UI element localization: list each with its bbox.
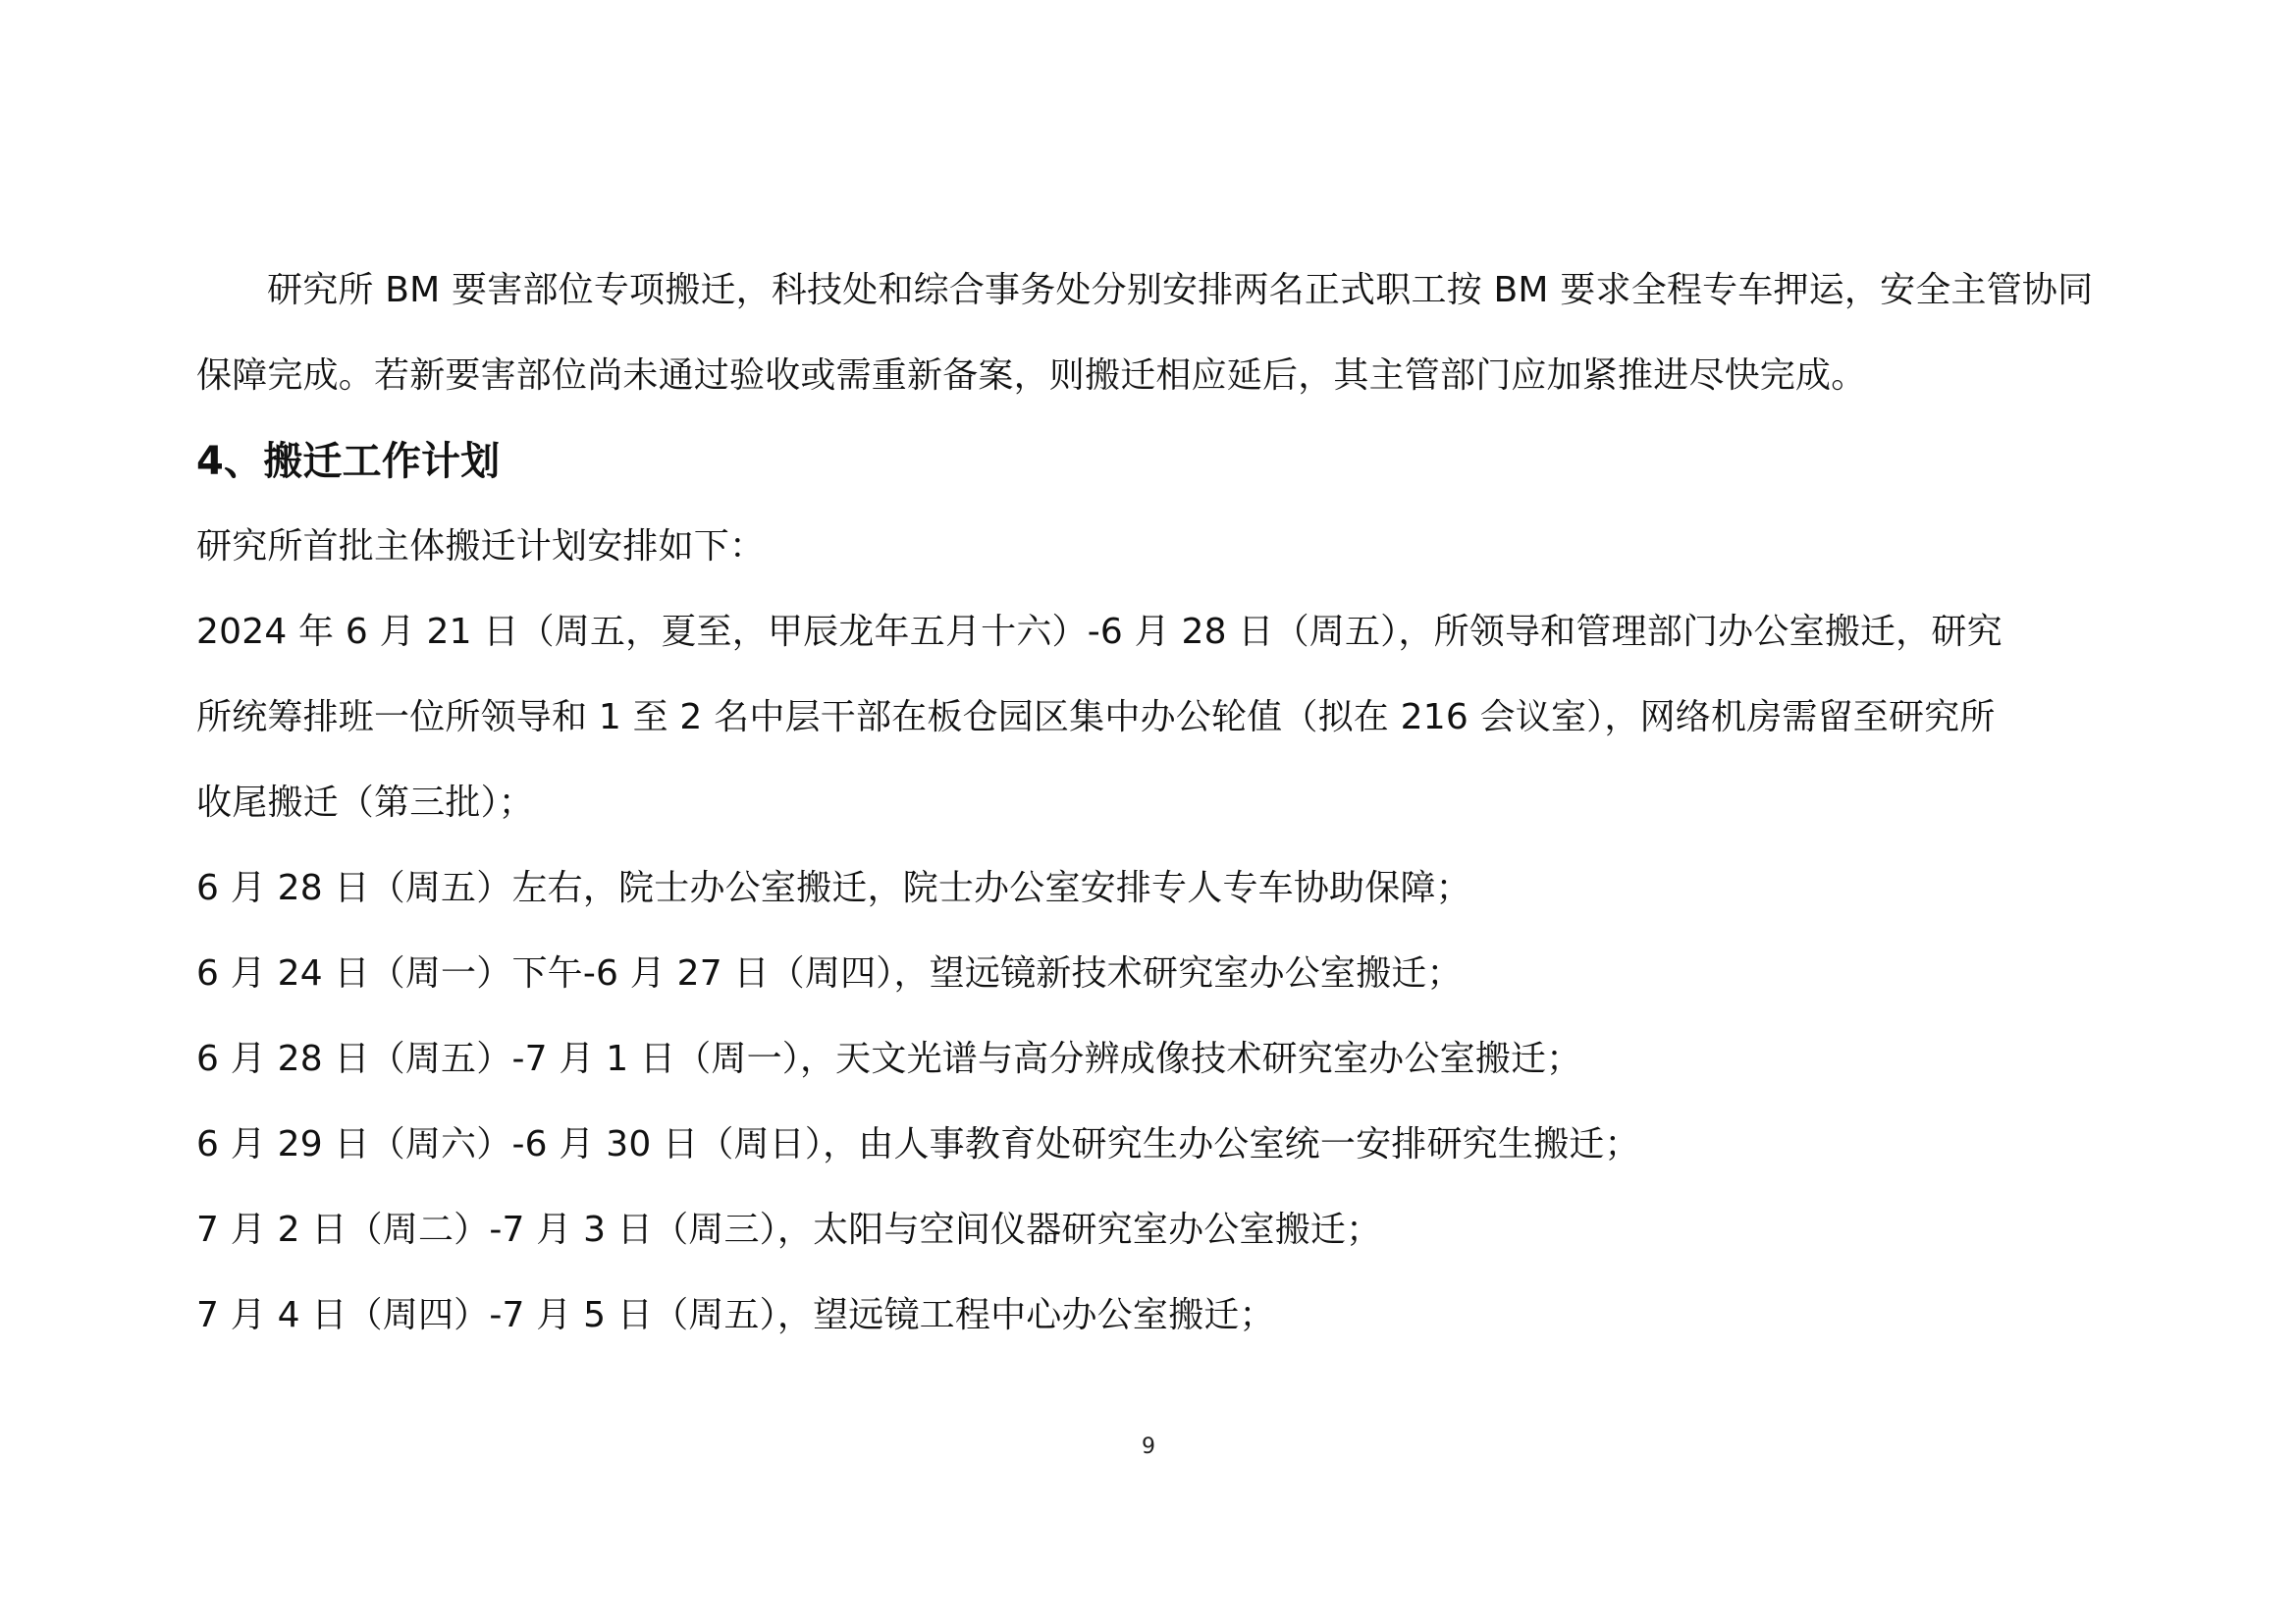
intro-text: 研究所首批主体搬迁计划安排如下： <box>196 526 766 567</box>
schedule-item: 7 月 2 日（周二）-7 月 3 日（周三），太阳与空间仪器研究室办公室搬迁； <box>196 1210 1382 1250</box>
schedule-item-line: 收尾搬迁（第三批）； <box>196 783 535 823</box>
schedule-item: 6 月 28 日（周五）左右，院士办公室搬迁，院士办公室安排专人专车协助保障； <box>196 868 1471 908</box>
schedule-item: 7 月 4 日（周四）-7 月 5 日（周五），望远镜工程中心办公室搬迁； <box>196 1295 1275 1335</box>
paragraph-line: 保障完成。若新要害部位尚未通过验收或需重新备案，则搬迁相应延后，其主管部门应加紧推进尽快完成。 <box>196 355 1867 396</box>
schedule-item: 6 月 29 日（周六）-6 月 30 日（周日），由人事教育处研究生办公室统一安排研究生搬迁； <box>196 1124 1640 1164</box>
paragraph-line: 研究所 BM 要害部位专项搬迁，科技处和综合事务处分别安排两名正式职工按 BM 要求全程专车押运，安全主管协同 <box>267 270 2094 310</box>
schedule-item-line: 所统筹排班一位所领导和 1 至 2 名中层干部在板仓园区集中办公轮值（拟在 216 会议室），网络机房需留至研究所 <box>196 697 1996 737</box>
schedule-item-line: 2024 年 6 月 21 日（周五，夏至，甲辰龙年五月十六）-6 月 28 日（周五），所领导和管理部门办公室搬迁，研究 <box>196 612 2002 652</box>
schedule-item: 6 月 28 日（周五）-7 月 1 日（周一），天文光谱与高分辨成像技术研究室办公室搬迁； <box>196 1039 1582 1079</box>
schedule-item: 6 月 24 日（周一）下午-6 月 27 日（周四），望远镜新技术研究室办公室搬迁； <box>196 953 1463 994</box>
section-heading: 4、搬迁工作计划 <box>196 439 501 484</box>
page-number: 9 <box>1142 1435 1155 1459</box>
